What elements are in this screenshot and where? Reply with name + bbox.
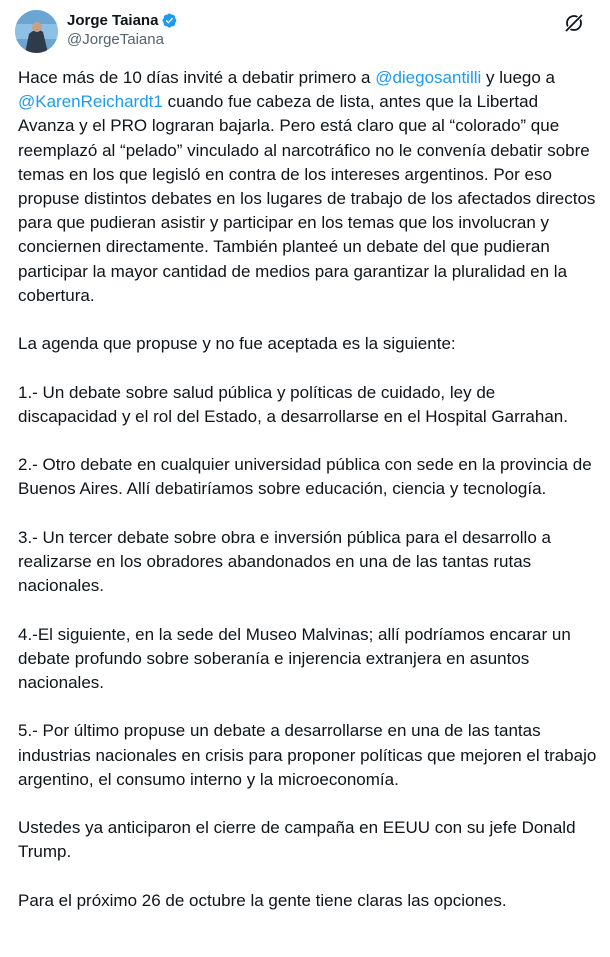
tweet-text <box>18 66 598 937</box>
tweet-header <box>15 8 595 56</box>
author-names <box>67 10 178 48</box>
mention-link-diegosantilli[interactable]: @diegosantilli <box>375 68 482 87</box>
tweet-paragraph-item-2: 2.- Otro debate en cualquier universidad pública con sede en la provincia de Buenos Aires. Allí debatiríamos sobre educación, ciencia y tecnología. <box>18 455 592 499</box>
author-handle[interactable]: @JorgeTaiana <box>67 31 164 48</box>
tweet-text-segment: cuando fue cabeza de lista, antes que la Libertad Avanza y el PRO lograran bajarla. Pero está claro que al “colorado” que reemplazó al “pelado” vinculado al narcotráfico no le convenía debatir sobre temas en los que legisló en contra de los intereses argentinos. Por eso propuse distintos debates en los lugares de trabajo de los afectados directos para que pudieran asistir y participar en los temas que los involucran y conciernen directamente. También planteé un debate del que pudieran participar la mayor cantidad de medios para garantizar la pluralidad en la cobertura. <box>18 92 596 305</box>
tweet-paragraph-item-1: 1.- Un debate sobre salud pública y políticas de cuidado, ley de discapacidad y el rol del Estado, a desarrollarse en el Hospital Garrahan. <box>18 382 568 426</box>
tweet-text-segment: y luego a <box>481 68 556 87</box>
tweet-paragraph-agenda-intro: La agenda que propuse y no fue aceptada es la siguiente: <box>18 334 456 354</box>
tweet-paragraph-intro <box>18 66 598 308</box>
grok-icon[interactable] <box>563 12 585 34</box>
tweet-paragraph-item-5: 5.- Por último propuse un debate a desarrollarse en una de las tantas industrias nacionales en crisis para proponer políticas que mejoren el trabajo argentino, el consumo interno y la microeconomía. <box>18 721 597 789</box>
avatar[interactable] <box>15 10 58 53</box>
tweet-paragraph-final: Para el próximo 26 de octubre la gente tiene claras las opciones. <box>18 890 507 910</box>
tweet-text-segment: Hace más de 10 días invité a debatir primero a <box>18 68 376 87</box>
tweet-paragraph-item-4: 4.-El siguiente, en la sede del Museo Malvinas; allí podríamos encarar un debate profundo sobre soberanía e injerencia extranjera en asuntos nacionales. <box>18 624 571 692</box>
author-display-name[interactable]: Jorge Taiana <box>67 11 159 29</box>
verified-badge-icon <box>161 12 178 29</box>
tweet-paragraph-closing: Ustedes ya anticiparon el cierre de campaña en EEUU con su jefe Donald Trump. <box>18 818 576 862</box>
tweet-paragraph-item-3: 3.- Un tercer debate sobre obra e inversión pública para el desarrollo a realizarse en los obradores abandonados en una de las tantas rutas nacionales. <box>18 527 551 596</box>
mention-link-karenreichardt[interactable]: @KarenReichardt1 <box>18 92 163 112</box>
display-name-row <box>67 10 178 30</box>
